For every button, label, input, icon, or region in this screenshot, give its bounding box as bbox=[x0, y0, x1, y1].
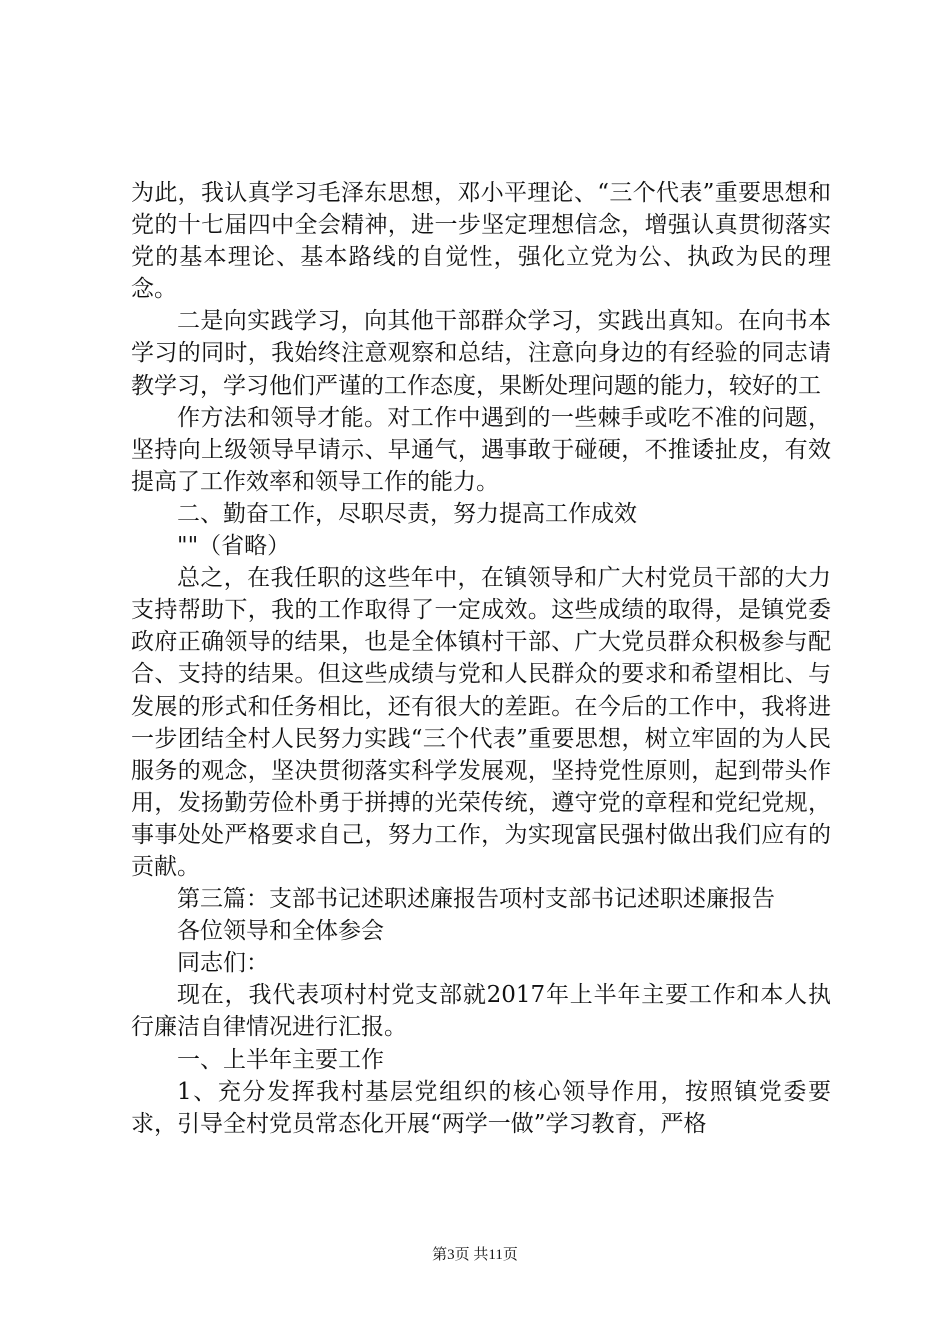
salutation: 各位领导和全体参会 bbox=[177, 918, 384, 945]
paragraph: ""（省略） bbox=[177, 533, 291, 560]
paragraph: 现在，我代表项村村党支部就2017年上半年主要工作和本人执行廉洁自律情况进行汇报。 bbox=[131, 982, 831, 1041]
paragraph: 作方法和领导才能。对工作中遇到的一些棘手或吃不准的问题，坚持向上级领导早请示、早通气，遇事敢于碰硬，不推诿扯皮，有效提高了工作效率和领导工作的能力。 bbox=[131, 404, 831, 495]
paragraph: 二是向实践学习，向其他干部群众学习，实践出真知。在向书本学习的同时，我始终注意观察和总结，注意向身边的有经验的同志请教学习，学习他们严谨的工作态度，果断处理问题的能力，较好的工 bbox=[131, 308, 831, 399]
document-body bbox=[131, 177, 831, 1140]
section-heading: 一、上半年主要工作 bbox=[177, 1046, 384, 1073]
chapter-title: 第三篇：支部书记述职述廉报告项村支部书记述职述廉报告 bbox=[177, 886, 775, 913]
paragraph: 总之，在我任职的这些年中，在镇领导和广大村党员干部的大力支持帮助下，我的工作取得了一定成效。这些成绩的取得，是镇党委政府正确领导的结果，也是全体镇村干部、广大党员群众积极参与配合、支持的结果。但这些成绩与党和人民群众的要求和希望相比、与发展的形式和任务相比，还有很大的差距。在今后的工作中，我将进一步团结全村人民努力实践“三个代表”重要思想，树立牢固的为人民服务的观念，坚决贯彻落实科学发展观，坚持党性原则，起到带头作用，发扬勤劳俭朴勇于拼搏的光荣传统，遵守党的章程和党纪党规，事事处处严格要求自己，努力工作，为实现富民强村做出我们应有的贡献。 bbox=[131, 565, 831, 880]
page-number-footer: 第3页 共11页 bbox=[432, 1247, 518, 1263]
section-heading: 二、勤奋工作，尽职尽责，努力提高工作成效 bbox=[177, 500, 637, 527]
paragraph: 1、充分发挥我村基层党组织的核心领导作用，按照镇党委要求，引导全村党员常态化开展“两学一做”学习教育，严格 bbox=[131, 1078, 831, 1137]
salutation: 同志们： bbox=[177, 950, 269, 977]
paragraph: 为此，我认真学习毛泽东思想，邓小平理论、“三个代表”重要思想和党的十七届四中全会精神，进一步坚定理想信念，增强认真贯彻落实党的基本理论、基本路线的自觉性，强化立党为公、执政为民的理念。 bbox=[131, 180, 831, 303]
